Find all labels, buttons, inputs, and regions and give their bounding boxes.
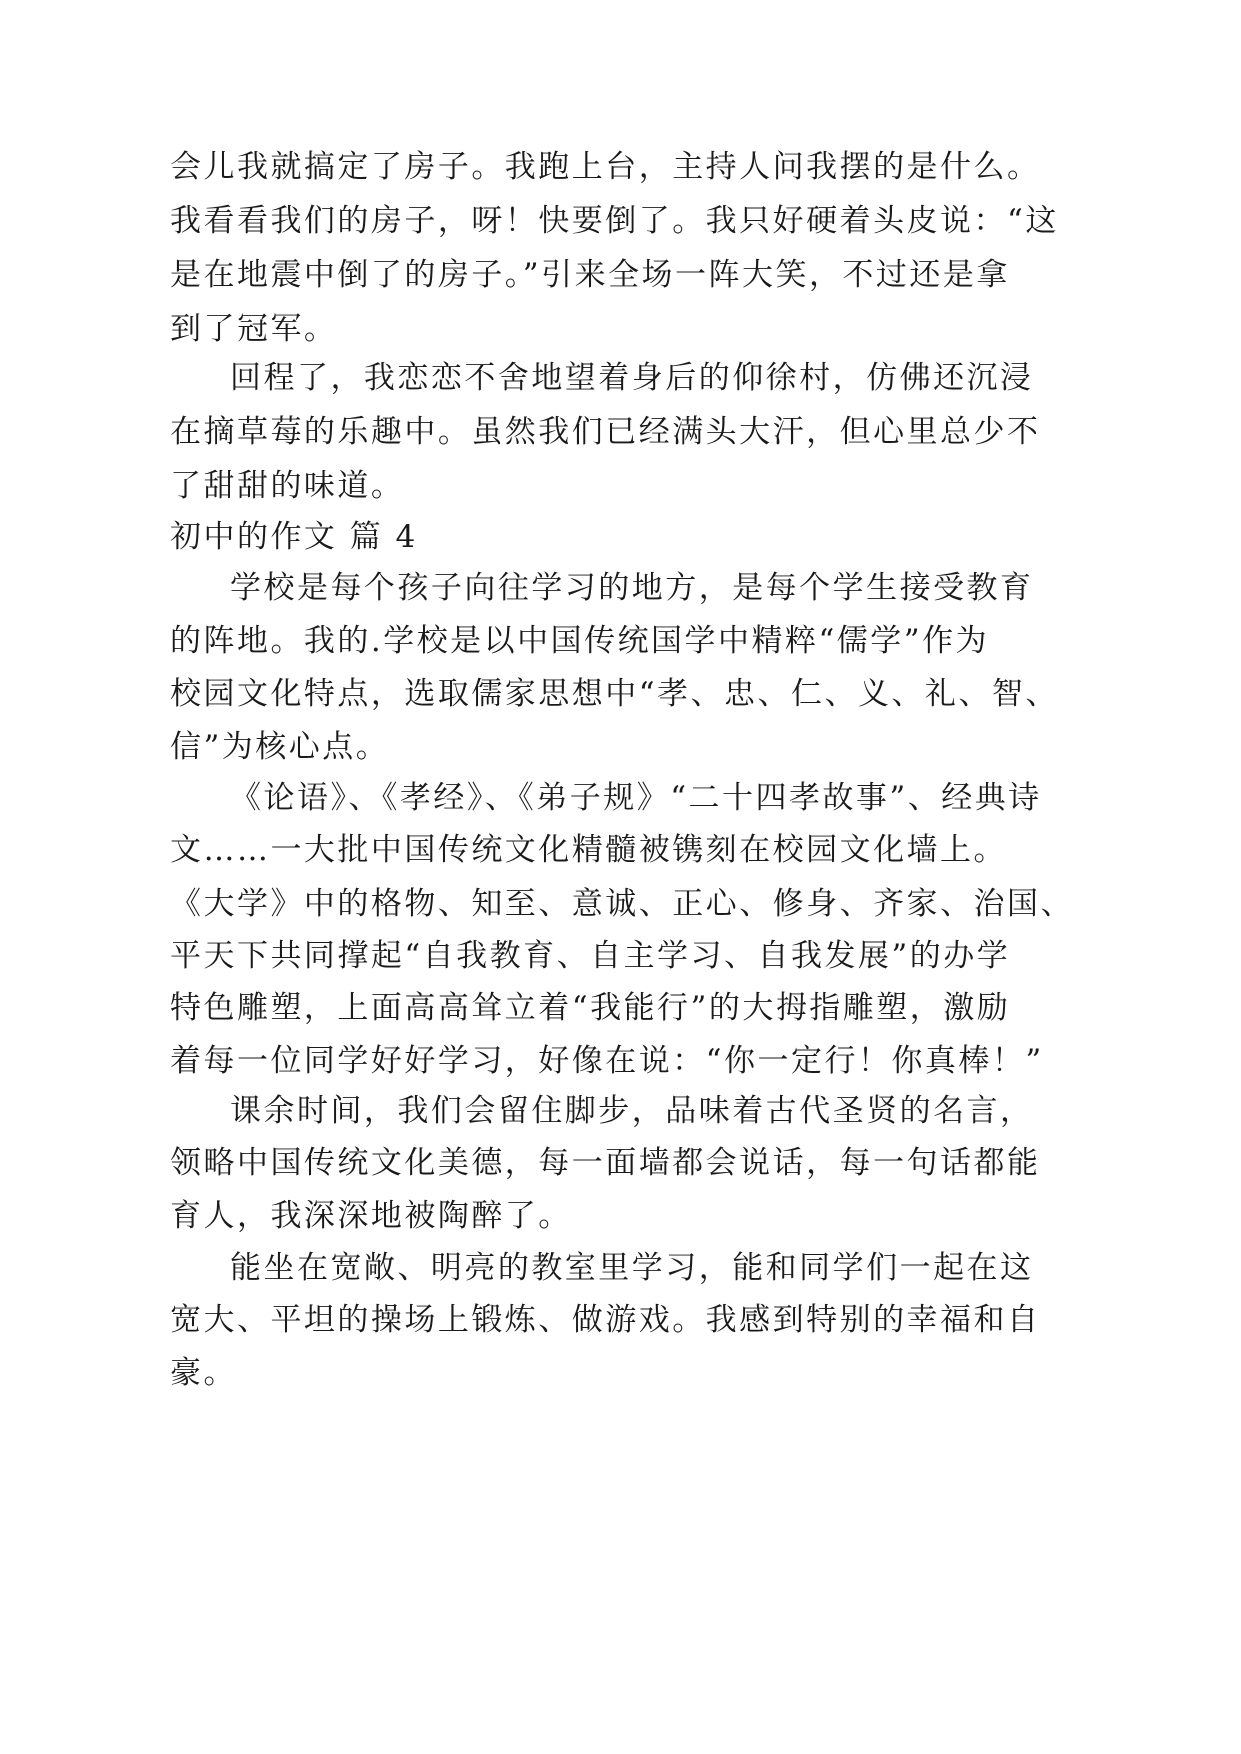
text-line: 我看看我们的房子，呀！快要倒了。我只好硬着头皮说：“这 [170, 203, 1059, 239]
text-line: 到了冠军。 [170, 311, 338, 347]
text-line: 学校是每个孩子向往学习的地方，是每个学生接受教育 [230, 570, 1034, 606]
text-line: 《大学》中的格物、知至、意诚、正心、修身、齐家、治国、 [170, 886, 1074, 922]
text-line: 宽大、平坦的操场上锻炼、做游戏。我感到特别的幸福和自 [170, 1302, 1041, 1338]
text-line: 在摘草莓的乐趣中。虽然我们已经满头大汗，但心里总少不 [170, 414, 1041, 450]
text-line: 特色雕塑，上面高高耸立着“我能行”的大拇指雕塑，激励 [170, 990, 1011, 1026]
text-line: 着每一位同学好好学习，好像在说：“你一定行！你真棒！” [170, 1043, 1044, 1079]
text-line: 的阵地。我的.学校是以中国传统国学中精粹“儒学”作为 [170, 623, 990, 659]
text-line: 回程了，我恋恋不舍地望着身后的仰徐村，仿佛还沉浸 [230, 360, 1034, 396]
text-line: 平天下共同撑起“自我教育、自主学习、自我发展”的办学 [170, 938, 1011, 974]
text-line: 豪。 [170, 1355, 237, 1391]
text-line: 是在地震中倒了的房子。”引来全场一阵大笑，不过还是拿 [170, 257, 1010, 293]
text-line: 能坐在宽敞、明亮的教室里学习，能和同学们一起在这 [230, 1250, 1034, 1286]
text-line: 文……一大批中国传统文化精髓被镌刻在校园文化墙上。 [170, 832, 1007, 868]
text-line: 会儿我就搞定了房子。我跑上台，主持人问我摆的是什么。 [170, 149, 1041, 185]
text-line: 领略中国传统文化美德，每一面墙都会说话，每一句话都能 [170, 1145, 1041, 1181]
text-line: 课余时间，我们会留住脚步，品味着古代圣贤的名言， [230, 1093, 1034, 1129]
text-line: 《论语》、《孝经》、《弟子规》“二十四孝故事”、经典诗 [230, 780, 1042, 816]
text-line: 了甜甜的味道。 [170, 468, 405, 504]
text-line: 信”为核心点。 [170, 729, 390, 765]
text-line: 育人，我深深地被陶醉了。 [170, 1198, 572, 1234]
text-line: 校园文化特点，选取儒家思想中“孝、忠、仁、义、礼、智、 [170, 676, 1059, 712]
section-heading: 初中的作文 篇 4 [170, 519, 418, 555]
